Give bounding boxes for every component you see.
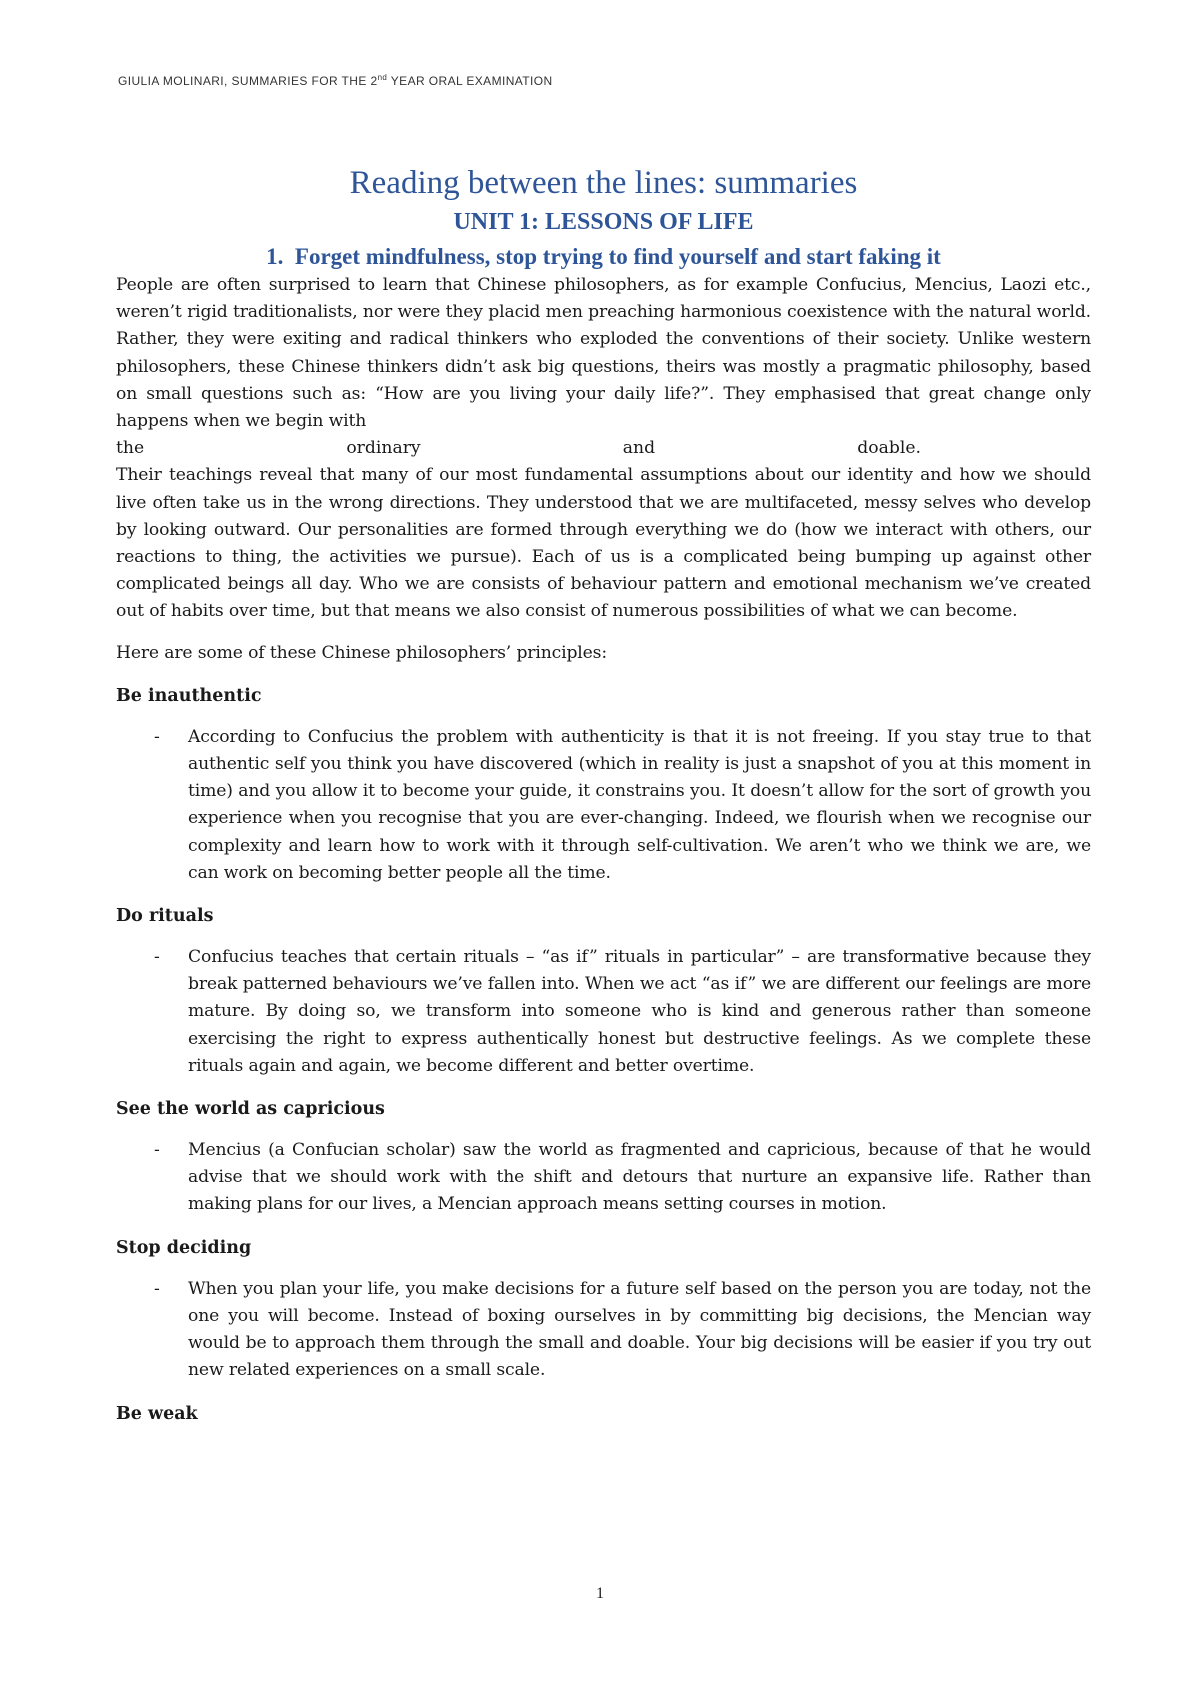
bullet-marker: - <box>154 947 160 968</box>
spread-word: the <box>116 438 145 459</box>
bullet-item <box>116 1276 1091 1385</box>
unit-title: UNIT 1: LESSONS OF LIFE <box>453 209 754 235</box>
spread-word: ordinary <box>346 438 421 459</box>
document-body <box>116 162 1091 1442</box>
page-number: 1 <box>596 1585 604 1602</box>
spread-word: doable. <box>857 438 921 459</box>
intro-paragraph-2: Their teachings reveal that many of our most fundamental assumptions about our identity and how we should live often take us in the wrong directions. They understood that we are multifaceted, messy selves who develop by looking outward. Our personalities are formed through everything we do (how we interact with others, our reactions to thing, the activities we pursue). Each of us is a complicated being bumping up against other complicated beings all day. Who we are consists of behaviour pattern and emotional mechanism we’ve created out of habits over time, but that means we also consist of numerous possibilities of what we can become. <box>116 465 1091 622</box>
bullet-text: According to Confucius the problem with authenticity is that it is not freeing. If you stay true to that authentic self you think you have discovered (which in reality is just a snapshot of you at this moment in time) and you allow it to become your guide, it constrains you. It doesn’t allow for the sort of growth you experience when you recognise that you are ever-changing. Indeed, we flourish when we recognise our complexity and learn how to work with it through self-cultivation. We aren’t who we think we are, we can work on becoming better people all the time. <box>188 726 1091 883</box>
section-title <box>116 242 1091 272</box>
spread-line <box>116 435 1091 462</box>
bullet-marker: - <box>154 726 160 747</box>
running-header <box>118 74 553 88</box>
bullet-marker: - <box>154 1278 160 1299</box>
bullet-marker: - <box>154 1140 160 1161</box>
bullet-text: When you plan your life, you make decisions for a future self based on the person you are today, not the one you will become. Instead of boxing ourselves in by committing big decisions, the Mencian way would be to approach them through the small and doable. Your big decisions will be easier if you try out new related experiences on a small scale. <box>188 1278 1091 1381</box>
bullet-item <box>116 724 1091 887</box>
principle-heading: See the world as capricious <box>116 1099 385 1120</box>
section-number: 1. <box>266 244 284 269</box>
header-superscript: nd <box>377 73 388 82</box>
principle-heading: Stop deciding <box>116 1237 252 1258</box>
bullet-text: Confucius teaches that certain rituals – “as if” rituals in particular” – are transformative because they break patterned behaviours we’ve fallen into. When we act “as if” we are different our feelings are more mature. By doing so, we transform into someone who is kind and generous rather than someone exercising the right to express authentically honest but destructive feelings. As we complete these rituals again and again, we become different and better overtime. <box>188 947 1091 1076</box>
bullet-item <box>116 1137 1091 1219</box>
section-title-text: Forget mindfulness, stop trying to find yourself and start faking it <box>294 244 941 269</box>
principle-heading: Be weak <box>116 1403 198 1424</box>
intro-paragraph-1: People are often surprised to learn that Chinese philosophers, as for example Confucius, Mencius, Laozi etc., weren’t rigid traditionalists, nor were they placid men preaching harmonious coexistence with the natural world. Rather, they were exiting and radical thinkers who exploded the conventions of their society. Unlike western philosophers, these Chinese thinkers didn’t ask big questions, theirs was mostly a pragmatic philosophy, based on small questions such as: “How are you living your daily life?”. They emphasised that great change only happens when we begin with <box>116 275 1091 432</box>
principles-intro: Here are some of these Chinese philosophers’ principles: <box>116 642 607 663</box>
bullet-item <box>116 944 1091 1080</box>
bullet-text: Mencius (a Confucian scholar) saw the world as fragmented and capricious, because of that he would advise that we should work with the shift and detours that nurture an expansive life. Rather than making plans for our lives, a Mencian approach means setting courses in motion. <box>188 1140 1091 1215</box>
spread-word: and <box>622 438 656 459</box>
header-prefix: GIULIA MOLINARI, SUMMARIES FOR THE 2 <box>118 74 378 88</box>
principle-heading: Do rituals <box>116 906 214 927</box>
principle-heading: Be inauthentic <box>116 685 262 706</box>
document-title: Reading between the lines: summaries <box>349 165 858 201</box>
header-suffix: YEAR ORAL EXAMINATION <box>387 74 553 88</box>
